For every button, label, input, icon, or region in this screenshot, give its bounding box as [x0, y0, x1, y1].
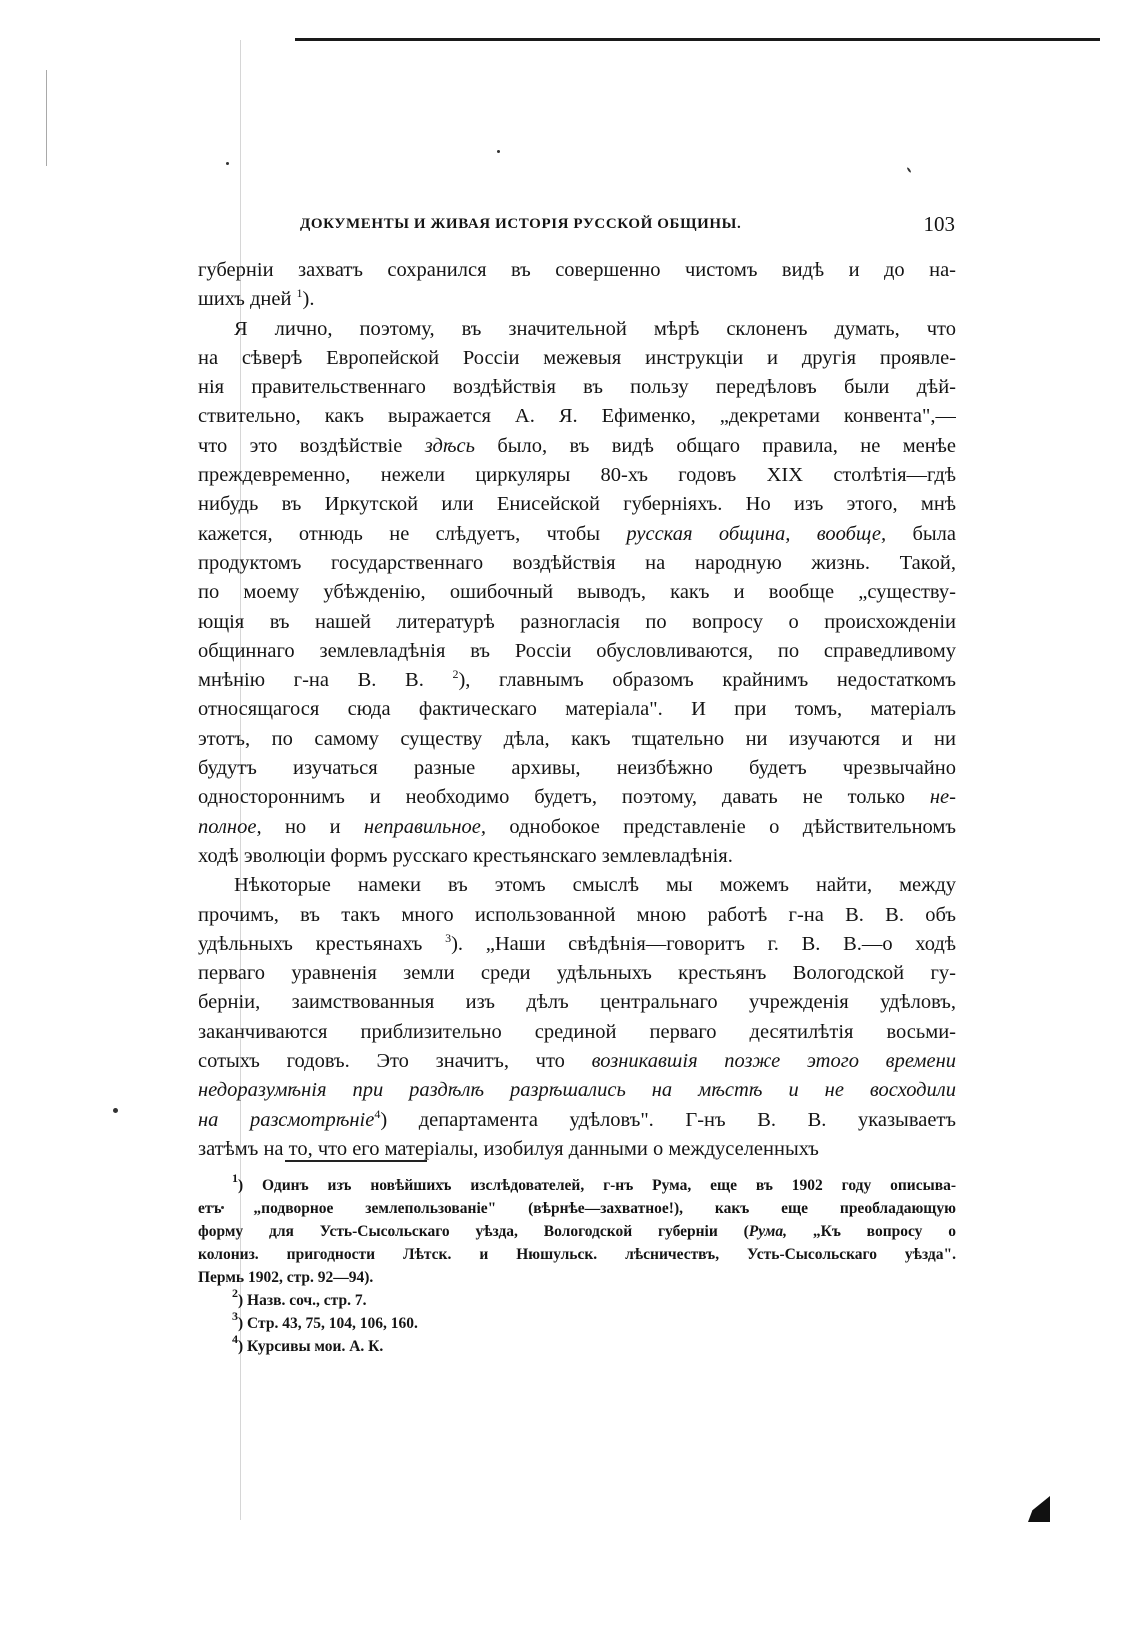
text-span: продуктомъ государственнаго воздѣйствія на народную жизнь. Такой, — [198, 551, 956, 574]
running-title: ДОКУМЕНТЫ И ЖИВАЯ ИСТОРІЯ РУССКОЙ ОБЩИНЫ. — [300, 216, 742, 232]
text-span: ). „Наши свѣдѣнія—говоритъ г. В. В.—о ходѣ — [451, 932, 956, 955]
footnote-line — [198, 1220, 956, 1243]
text-span: удѣльныхъ крестьянахъ — [198, 932, 446, 955]
footnote-line — [198, 1312, 956, 1335]
text-span: общиннаго землевладѣнія въ Россіи обусловливаются, по справедливому — [198, 639, 956, 662]
italic-span: возникавшія позже этого времени — [591, 1050, 956, 1073]
footnote-ref: 1 — [232, 1174, 238, 1185]
footnote-line — [198, 1335, 956, 1358]
footnote-ref: 4 — [232, 1335, 238, 1346]
italic-span: здѣсь — [424, 434, 475, 457]
text-line — [198, 520, 956, 549]
text-span: ) Курсивы мои. А. К. — [238, 1338, 384, 1355]
text-line — [198, 871, 956, 900]
text-line — [198, 754, 956, 783]
footnote-line — [198, 1289, 956, 1312]
italic-span: на разсмотрѣніе — [198, 1108, 375, 1131]
footnote-ref: 4 — [374, 1106, 381, 1121]
text-line — [198, 402, 956, 431]
text-line — [198, 695, 956, 724]
scan-speck — [906, 167, 911, 173]
text-span: преждевременно, нежели циркуляры 80-хъ годовъ XIX столѣтія—гдѣ — [198, 464, 956, 487]
text-span: Нѣкоторые намеки въ этомъ смыслѣ мы можемъ найти, между — [234, 874, 956, 897]
text-span: форму для Усть-Сысольскаго уѣзда, Вологодской губерніи ( — [198, 1223, 749, 1240]
text-span: нибудь въ Иркутской или Енисейской губерніяхъ. Но изъ этого, мнѣ — [198, 493, 956, 516]
text-line — [198, 842, 956, 871]
text-span: Пермь 1902, стр. 92—94). — [198, 1269, 374, 1286]
text-line — [198, 344, 956, 373]
text-line — [198, 725, 956, 754]
text-line — [198, 549, 956, 578]
text-span: было, въ видѣ общаго правила, не менѣе — [474, 434, 956, 457]
text-span: мнѣнію г-на В. В. — [198, 669, 453, 692]
footnote-ref: 1 — [296, 286, 303, 301]
text-span: ). — [302, 288, 315, 311]
text-span: ) Назв. соч., стр. 7. — [238, 1292, 367, 1309]
text-span: сотыхъ годовъ. Это значитъ, что — [198, 1050, 592, 1073]
text-span: на сѣверѣ Европейской Россіи межевыя инструкціи и другія проявле- — [198, 346, 956, 369]
text-span: относящагося сюда фактическаго матеріала". И при томъ, матеріалъ — [198, 698, 956, 721]
footnote-ref: 3 — [232, 1312, 238, 1323]
text-line — [198, 1076, 956, 1105]
text-span: губерніи захватъ сохранился въ совершенно чистомъ видѣ и до на- — [198, 259, 956, 281]
text-line — [198, 901, 956, 930]
italic-span: русская община, вообще, — [626, 522, 887, 545]
footnote-line — [198, 1243, 956, 1266]
body-text — [198, 256, 956, 1164]
text-line — [198, 578, 956, 607]
footnote-rule — [285, 1160, 427, 1162]
text-span: берніи, заимствованныя изъ дѣлъ центральнаго учрежденія удѣловъ, — [198, 991, 956, 1014]
text-line — [198, 490, 956, 519]
text-span: шихъ дней — [198, 288, 297, 311]
text-span: прочимъ, въ такъ много использованной мною работѣ г-на В. В. объ — [198, 903, 956, 926]
italic-span: неправильное, — [363, 815, 487, 838]
text-span: ) Стр. 43, 75, 104, 106, 160. — [238, 1315, 418, 1332]
footnote-ref: 2 — [232, 1289, 238, 1300]
text-span: заканчиваются приблизительно срединой перваго десятилѣтія восьми- — [198, 1020, 956, 1043]
text-line — [198, 461, 956, 490]
text-line — [198, 432, 956, 461]
text-line — [198, 1106, 956, 1135]
text-span: была — [886, 522, 956, 545]
italic-span: Рума, — [748, 1223, 787, 1240]
running-header — [300, 214, 955, 238]
page-number: 103 — [923, 212, 955, 236]
text-line — [198, 988, 956, 1017]
corner-mark — [1028, 1496, 1050, 1522]
scan-margin-line — [46, 70, 47, 166]
text-span: перваго уравненія земли среди удѣльныхъ крестьянъ Вологодской гу- — [198, 962, 956, 985]
footnote-ref: 3 — [445, 930, 452, 945]
footnote-line — [198, 1174, 956, 1197]
text-span: одностороннимъ и необходимо будетъ, поэтому, давать не только — [198, 786, 930, 809]
text-span: но и — [261, 815, 364, 838]
text-span: етъ „подворное землепользованіе" (вѣрнѣе—захватное!), какъ еще преобладающую — [198, 1200, 956, 1217]
italic-span: не- — [929, 786, 956, 809]
text-span: по моему убѣжденію, ошибочный выводъ, какъ и вообще „существу- — [198, 581, 956, 604]
footnotes — [198, 1174, 956, 1358]
top-rule — [295, 38, 1100, 41]
text-line — [198, 256, 956, 285]
text-span: затѣмъ на то, что его матеріалы, изобилуя данными о междуселенныхъ — [198, 1137, 819, 1160]
scan-speck — [497, 150, 500, 153]
scan-speck — [113, 1108, 118, 1113]
text-span: „Къ вопросу о — [787, 1223, 956, 1240]
text-span: будутъ изучаться разные архивы, неизбѣжно будетъ чрезвычайно — [198, 757, 956, 780]
italic-span: недоразумѣнія при раздѣлѣ разрѣшались на мѣстѣ и не восходили — [198, 1079, 956, 1102]
text-line — [198, 637, 956, 666]
text-line — [198, 373, 956, 402]
text-line — [198, 1047, 956, 1076]
footnote-ref: 2 — [452, 667, 459, 682]
text-span: ходѣ эволюціи формъ русскаго крестьянскаго землевладѣнія. — [198, 844, 733, 867]
text-line — [198, 1018, 956, 1047]
text-span: что это воздѣйствіе — [198, 434, 425, 457]
text-line — [198, 930, 956, 959]
footnote-line — [198, 1266, 956, 1289]
text-span: нія правительственнаго воздѣйствія въ пользу передѣловъ были дѣй- — [198, 376, 956, 399]
text-span: ), главнымъ образомъ крайнимъ недостаткомъ — [458, 669, 956, 692]
text-line — [198, 666, 956, 695]
text-line — [198, 783, 956, 812]
text-span: ) Одинъ изъ новѣйшихъ изслѣдователей, г-нъ Рума, еще въ 1902 году описыва- — [238, 1177, 956, 1194]
text-span: ствительно, какъ выражается А. Я. Ефименко, „декретами конвента",— — [198, 405, 956, 428]
text-span: Я лично, поэтому, въ значительной мѣрѣ склоненъ думать, что — [234, 317, 956, 340]
text-line — [198, 285, 956, 314]
text-line — [198, 608, 956, 637]
text-span: этотъ, по самому существу дѣла, какъ тщательно ни изучаются и ни — [198, 727, 956, 750]
scan-speck — [226, 162, 229, 165]
text-span: ) департамента удѣловъ". Г-нъ В. В. указываетъ — [380, 1108, 956, 1131]
text-span: однобокое представленіе о дѣйствительномъ — [486, 815, 956, 838]
footnote-line — [198, 1197, 956, 1220]
italic-span: полное, — [198, 815, 262, 838]
text-span: ющія въ нашей литературѣ разногласія по вопросу о происхожденіи — [198, 610, 956, 633]
text-span: кажется, отнюдь не слѣдуетъ, чтобы — [198, 522, 627, 545]
text-line — [198, 959, 956, 988]
text-span: колониз. пригодности Лѣтск. и Нюшульск. лѣсничествъ, Усть-Сысольскаго уѣзда". — [198, 1246, 956, 1263]
text-line — [198, 315, 956, 344]
text-line — [198, 813, 956, 842]
